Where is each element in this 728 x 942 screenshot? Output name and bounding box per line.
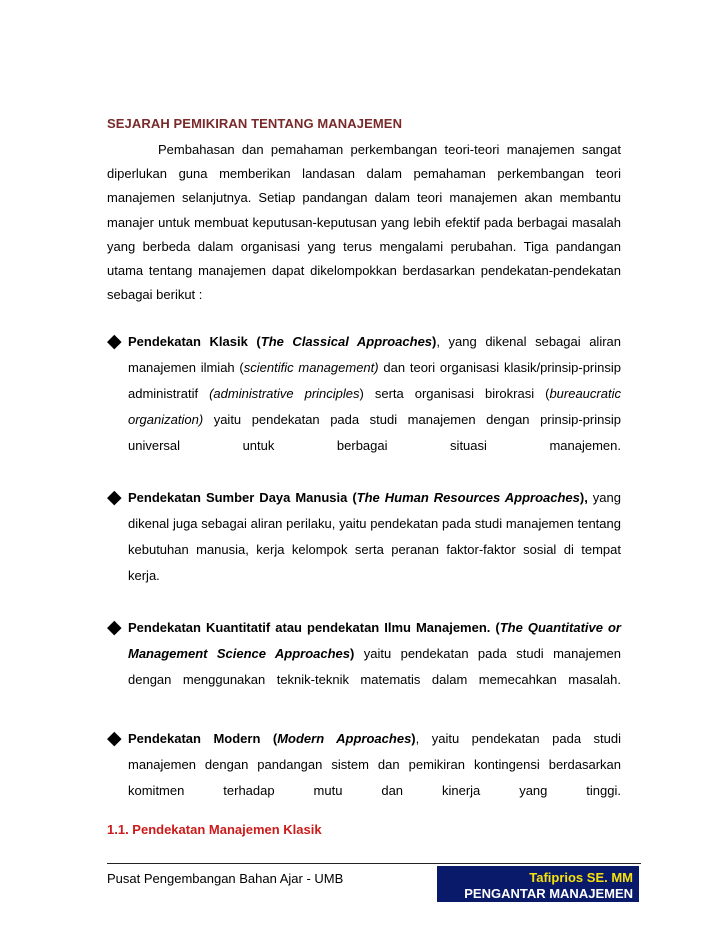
- approach-description: ) serta organisasi birokrasi (: [359, 386, 550, 401]
- footer-course-title: PENGANTAR MANAJEMEN: [464, 886, 633, 901]
- approach-title-close: ): [432, 334, 437, 349]
- approach-item-first-line: [107, 329, 621, 459]
- intro-text: Pembahasan dan pemahaman perkembangan teori-teori manajemen sangat diperlukan guna memberikan landasan dalam pemahaman perkembangan teori manajemen selanjutnya. Setiap pandangan dalam teori manajemen akan membantu manajer untuk membuat keputusan-keputusan yang lebih efektif pada berbagai masalah yang berbeda dalam organisasi yang terus mengalami perubahan. Tiga pandangan utama tentang manajemen dapat dikelompokkan berdasarkan pendekatan-pendekatan sebagai berikut :: [107, 142, 621, 303]
- approach-english-name: Modern Approaches: [277, 731, 412, 746]
- approach-title-close: ),: [579, 490, 588, 505]
- approach-item-classical: [107, 329, 621, 459]
- diamond-bullet-icon: ◆: [107, 487, 122, 508]
- diamond-bullet-icon: ◆: [107, 728, 122, 749]
- approach-item-modern: [107, 726, 621, 804]
- subsection-heading: 1.1. Pendekatan Manajemen Klasik: [107, 822, 322, 837]
- approach-description: , yaitu pendekatan pada studi manajemen dengan pandangan sistem dan pemikiran kontingensi berdasarkan komitmen terhadap mutu dan kinerja yang tinggi.: [128, 731, 621, 798]
- intro-paragraph: [107, 138, 621, 307]
- section-heading: SEJARAH PEMIKIRAN TENTANG MANAJEMEN: [107, 116, 403, 131]
- footer-badge: [437, 866, 639, 902]
- approach-term: bureaucratic organization): [128, 386, 621, 427]
- approach-english-name: The Quantitative or Management Science Approaches: [128, 620, 621, 661]
- approach-term: scientific management): [243, 360, 379, 375]
- approach-title: Pendekatan Sumber Daya Manusia (: [128, 490, 357, 505]
- approach-description: dan teori organisasi klasik/prinsip-prinsip administratif: [128, 360, 621, 401]
- approach-item-human-resources: [107, 485, 621, 589]
- footer-divider: [107, 863, 641, 864]
- approach-english-name: The Classical Approaches: [260, 334, 433, 349]
- approach-description: , yang dikenal sebagai aliran manajemen ilmiah (: [128, 334, 621, 375]
- approach-description: yang dikenal juga sebagai aliran perilaku, yaitu pendekatan pada studi manajemen tentang kebutuhan manusia, kerja kelompok serta peranan faktor-faktor sosial di tempat kerja.: [128, 490, 621, 583]
- approach-title-close: ): [350, 646, 355, 661]
- diamond-bullet-icon: ◆: [107, 331, 122, 352]
- approach-title: Pendekatan Klasik (: [128, 334, 261, 349]
- approach-english-name: The Human Resources Approaches: [356, 490, 580, 505]
- approach-item-first-line: [107, 485, 621, 589]
- approach-term: (administrative principles: [209, 386, 360, 401]
- approach-title-close: ): [411, 731, 416, 746]
- footer-institution: Pusat Pengembangan Bahan Ajar - UMB: [107, 871, 344, 886]
- approach-description: yaitu pendekatan pada studi manajemen dengan menggunakan teknik-teknik matematis dalam memecahkan masalah.: [128, 646, 622, 687]
- approach-item-first-line: [107, 615, 621, 693]
- approach-title: Pendekatan Kuantitatif atau pendekatan Ilmu Manajemen. (: [128, 620, 500, 635]
- approach-item-first-line: [107, 726, 621, 804]
- diamond-bullet-icon: ◆: [107, 617, 122, 638]
- approach-title: Pendekatan Modern (: [128, 731, 278, 746]
- approach-description: yaitu pendekatan pada studi manajemen dengan prinsip-prinsip universal untuk berbagai situasi manajemen.: [128, 412, 621, 453]
- approach-item-quantitative: [107, 615, 621, 693]
- footer-author: Tafiprios SE. MM: [529, 870, 633, 885]
